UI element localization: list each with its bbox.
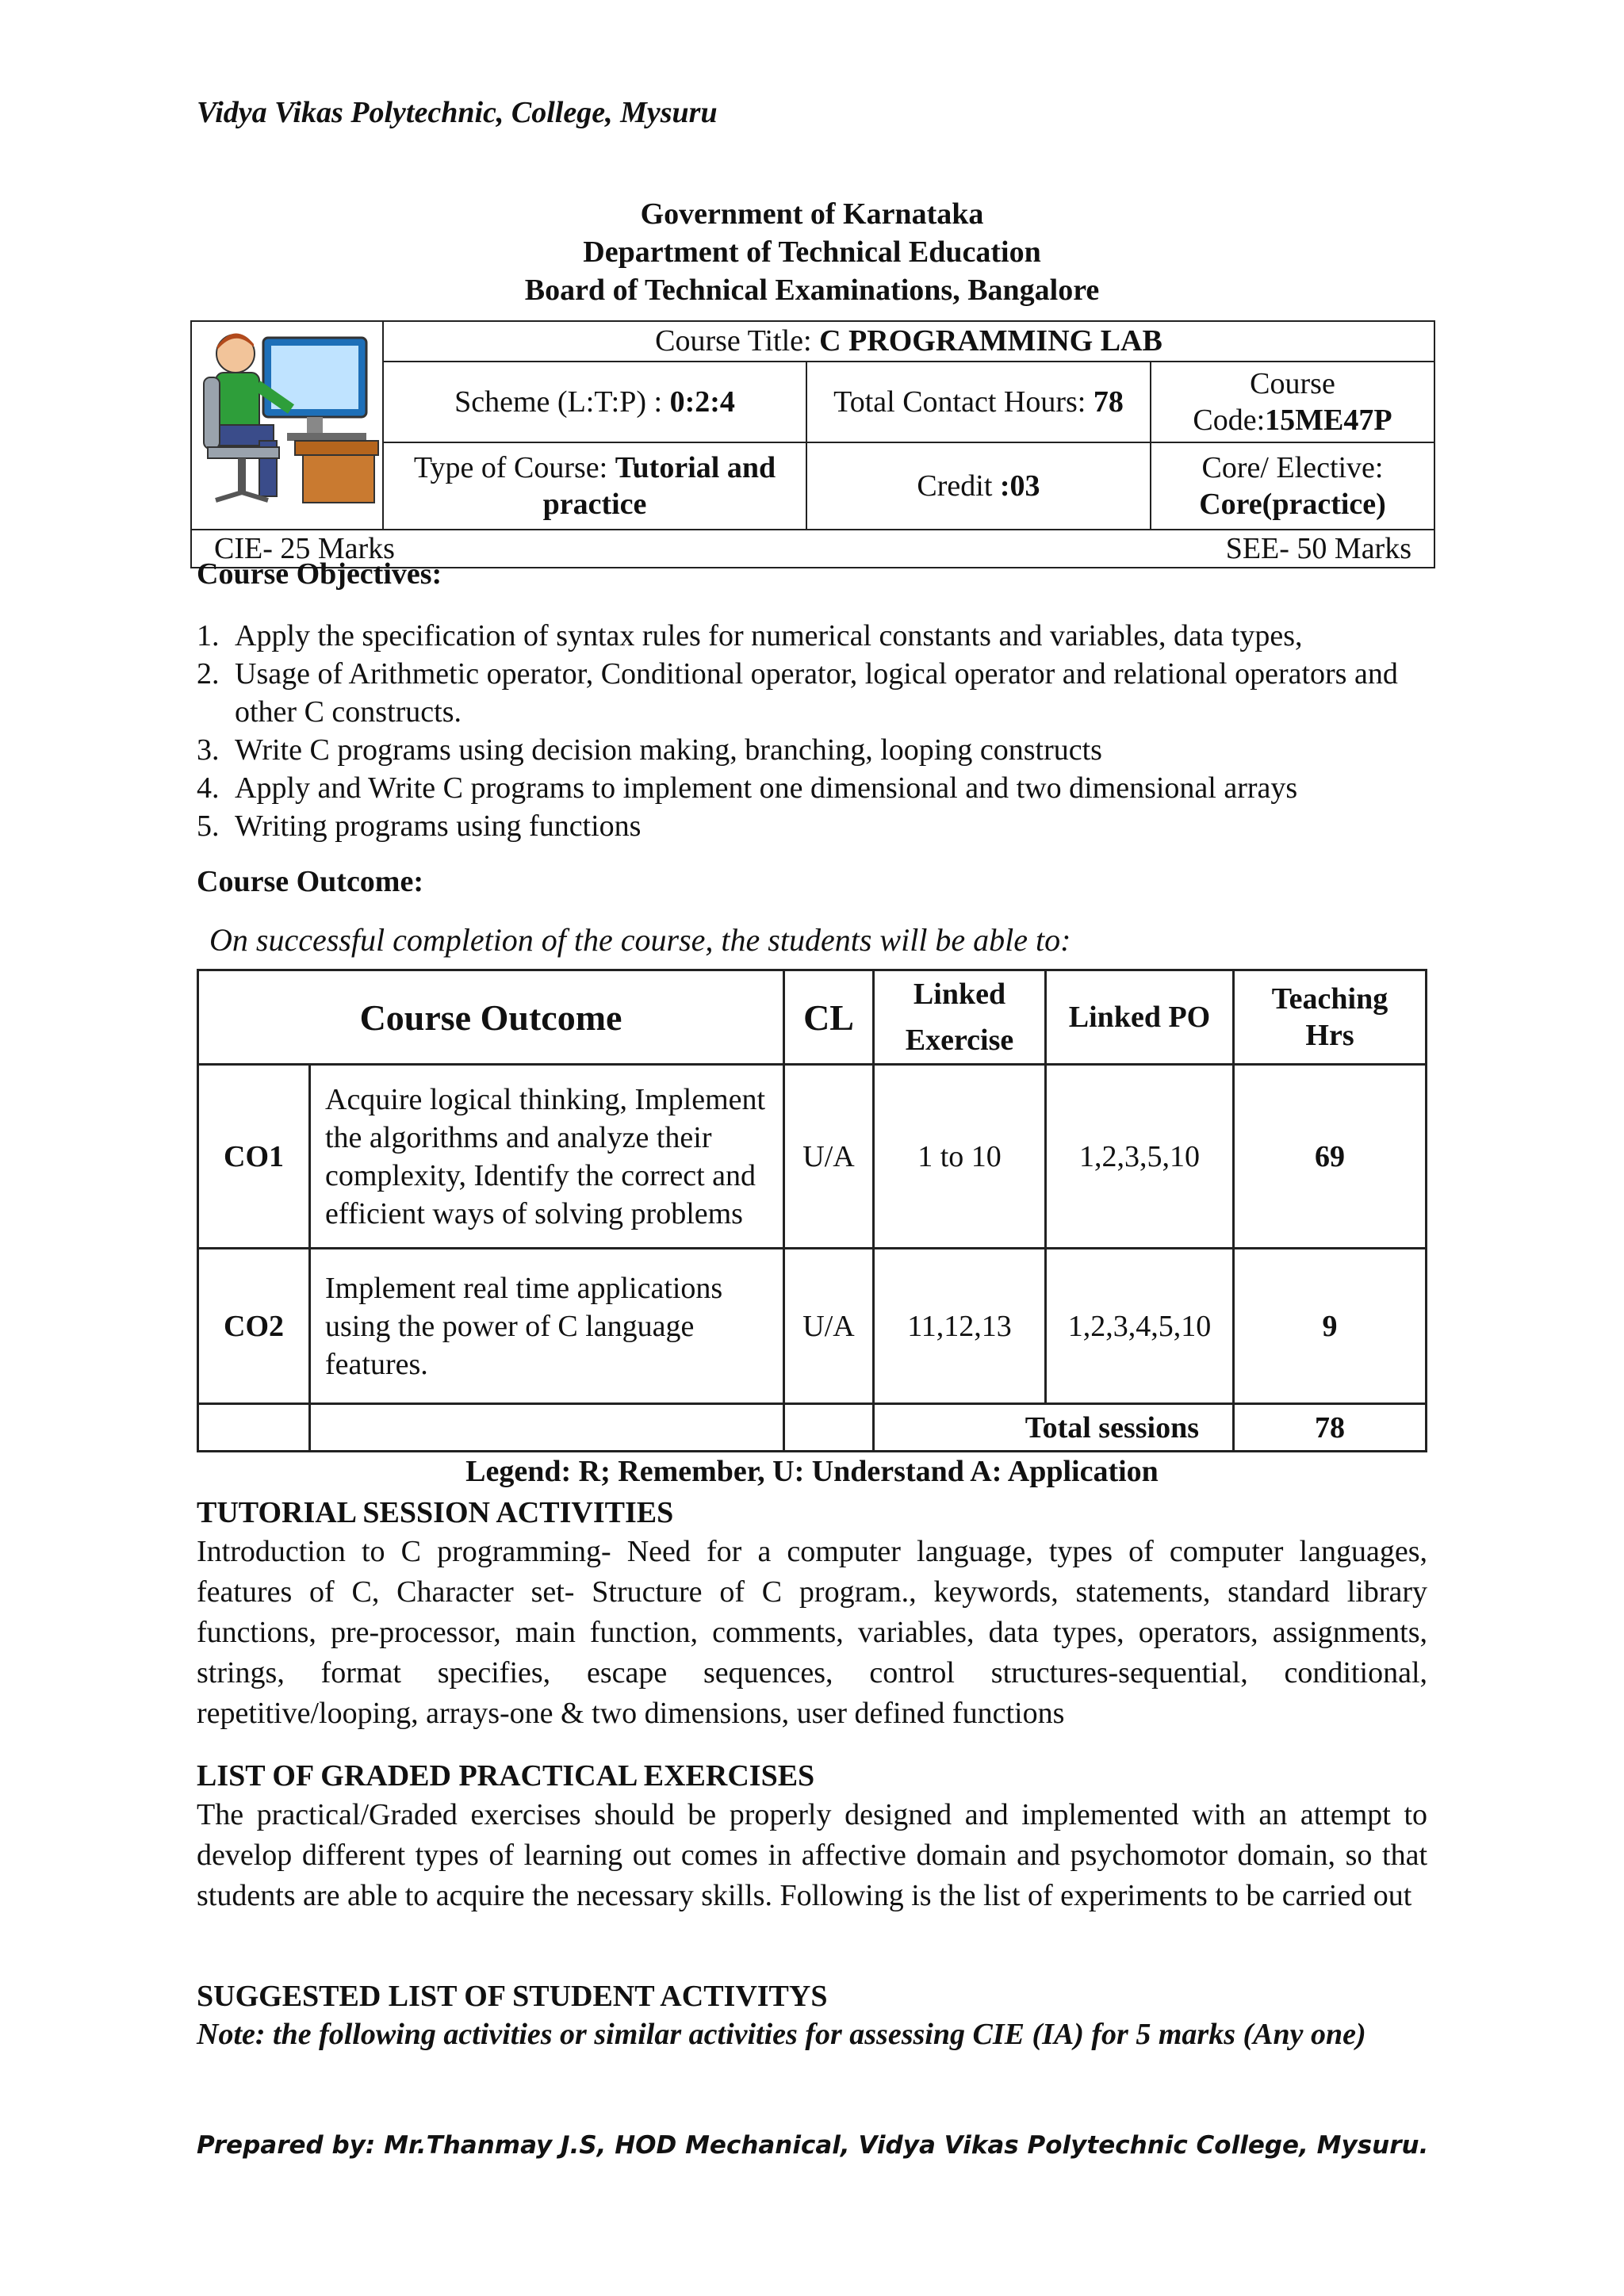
credit-label: Credit [917, 469, 1000, 503]
header-cl: CL [784, 970, 874, 1065]
see-marks: SEE- 50 Marks [1225, 532, 1411, 565]
table-row [198, 1249, 1427, 1404]
footer: Prepared by: Mr.Thanmay J.S, HOD Mechanical, Vidya Vikas Polytechnic College, Mysuru. [197, 2131, 1429, 2160]
item-number: 3. [197, 733, 220, 767]
course-title-label: Course Title: [655, 324, 820, 358]
activities-title: SUGGESTED LIST OF STUDENT ACTIVITYS [197, 1980, 828, 2013]
scheme-value: 0:2:4 [669, 385, 735, 419]
co-exercise: 1 to 10 [874, 1065, 1046, 1249]
legend: Legend: R; Remember, U: Understand A: Application [465, 1455, 1159, 1488]
table-row [198, 1065, 1427, 1249]
item-text: Write C programs using decision making, branching, looping constructs [235, 733, 1102, 767]
header-teaching-hrs: Teaching Hrs [1234, 970, 1427, 1065]
contact-hours-cell [806, 362, 1151, 442]
co-hrs: 69 [1234, 1065, 1427, 1249]
empty-cell [784, 1404, 874, 1452]
course-code-value: 15ME47P [1265, 403, 1392, 437]
core-elective-label: Core/ Elective: [1201, 450, 1384, 484]
co-cl: U/A [784, 1065, 874, 1249]
scheme-cell [383, 362, 806, 442]
course-title-cell [383, 321, 1434, 362]
board-title: Board of Technical Examinations, Bangalore [524, 274, 1100, 307]
graded-text: The practical/Graded exercises should be properly designed and implemented with an attempt to develop different types of learning out comes in affective domain and psychomotor domain, so that students are able to acquire the necessary skills. Following is the list of experiments to be carried out [197, 1798, 1427, 1912]
co-description: Acquire logical thinking, Implement the algorithms and analyze their complexity, Identify the correct and efficient ways of solving problems [310, 1065, 784, 1249]
list-item [197, 807, 1450, 845]
credit-cell [806, 442, 1151, 530]
item-number: 5. [197, 809, 220, 843]
clipart-cell [191, 321, 383, 530]
header-course-outcome: Course Outcome [198, 970, 784, 1065]
outcome-title: Course Outcome: [197, 865, 423, 898]
total-row [198, 1404, 1427, 1452]
empty-cell [198, 1404, 310, 1452]
tutorial-text: Introduction to C programming- Need for a computer language, types of computer languages, features of C, Character set- Structure of C program., keywords, statements, standard library functions, pre-processor, main function, comments, variables, data types, operators, assignments, strings, format specifies, escape sequences, control structures-sequential, conditional, repetitive/looping, arrays-one & two dimensions, user defined functions [197, 1535, 1427, 1730]
cie-marks: CIE- 25 Marks [214, 532, 395, 565]
student-computer-illustration [192, 322, 382, 520]
co-description: Implement real time applications using the power of C language features. [310, 1249, 784, 1404]
tutorial-title: TUTORIAL SESSION ACTIVITIES [197, 1496, 674, 1529]
co-exercise: 11,12,13 [874, 1249, 1046, 1404]
course-type-cell [383, 442, 806, 530]
contact-hours-label: Total Contact Hours: [833, 385, 1094, 419]
course-type-value: Tutorial and practice [542, 450, 776, 521]
activities-note: Note: the following activities or similar activities for assessing CIE (IA) for 5 marks (Any one) [197, 2018, 1366, 2051]
credit-value: :03 [999, 469, 1040, 503]
item-text: Apply the specification of syntax rules for numerical constants and variables, data types, [235, 619, 1303, 652]
course-type-label: Type of Course: [413, 450, 615, 484]
co-po: 1,2,3,5,10 [1046, 1065, 1234, 1249]
item-number: 2. [197, 657, 220, 691]
course-outcome-table [197, 969, 1427, 1452]
course-code-label: Course Code: [1193, 366, 1335, 437]
objectives-title: Course Objectives: [197, 557, 442, 591]
course-title-value: C PROGRAMMING LAB [819, 324, 1162, 358]
co-po: 1,2,3,4,5,10 [1046, 1249, 1234, 1404]
total-sessions-value: 78 [1234, 1404, 1427, 1452]
graded-title: LIST OF GRADED PRACTICAL EXERCISES [197, 1759, 815, 1793]
header-linked-po: Linked PO [1046, 970, 1234, 1065]
core-elective-value: Core(practice) [1199, 487, 1386, 521]
scheme-label: Scheme (L:T:P) : [454, 385, 670, 419]
list-item [197, 769, 1450, 807]
empty-cell [310, 1404, 784, 1452]
course-info-table [190, 320, 1435, 568]
course-code-cell [1151, 362, 1434, 442]
item-text: Usage of Arithmetic operator, Conditional operator, logical operator and relational operators and other C constructs. [235, 657, 1398, 729]
co-id: CO2 [198, 1249, 310, 1404]
list-item [197, 731, 1450, 769]
institution-header: Vidya Vikas Polytechnic, College, Mysuru [197, 96, 718, 129]
item-text: Writing programs using functions [235, 809, 642, 843]
item-text: Apply and Write C programs to implement one dimensional and two dimensional arrays [235, 771, 1298, 805]
objectives-list [197, 617, 1450, 845]
list-item [197, 655, 1450, 731]
item-number: 1. [197, 619, 220, 652]
item-number: 4. [197, 771, 220, 805]
co-hrs: 9 [1234, 1249, 1427, 1404]
co-id: CO1 [198, 1065, 310, 1249]
dept-title: Department of Technical Education [583, 235, 1041, 269]
total-sessions-label: Total sessions [874, 1404, 1234, 1452]
contact-hours-value: 78 [1093, 385, 1124, 419]
co-cl: U/A [784, 1249, 874, 1404]
outcome-intro: On successful completion of the course, the students will be able to: [209, 922, 1071, 958]
header-linked-exercise: Linked Exercise [874, 970, 1046, 1065]
core-elective-cell [1151, 442, 1434, 530]
gov-title: Government of Karnataka [640, 197, 984, 231]
list-item [197, 617, 1450, 655]
